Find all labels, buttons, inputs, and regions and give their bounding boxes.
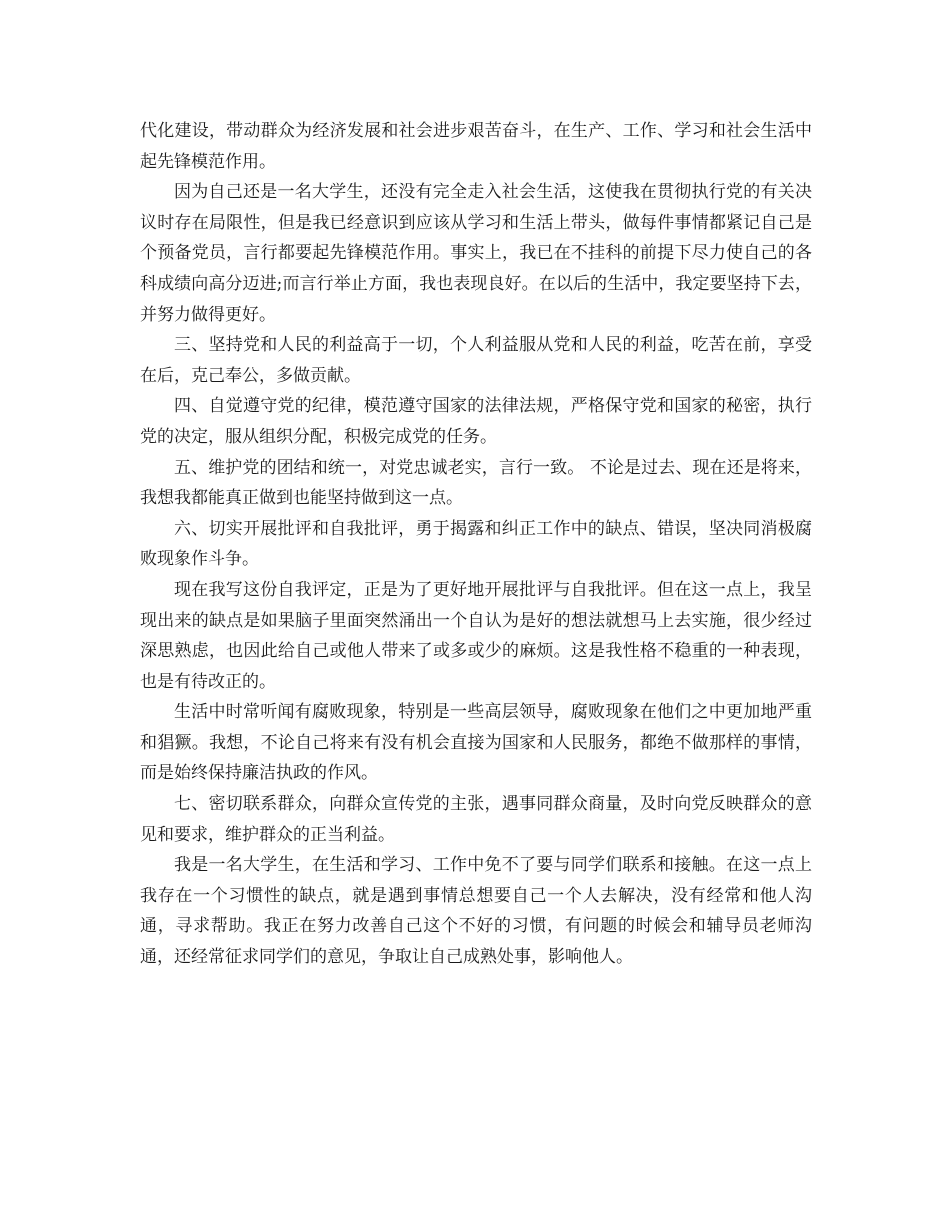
document-body bbox=[140, 116, 812, 973]
paragraph: 因为自己还是一名大学生，还没有完全走入社会生活，这使我在贯彻执行党的有关决议时存在局限性，但是我已经意识到应该从学习和生活上带头，做每件事情都紧记自己是个预备党员，言行都要起先锋模范作用。事实上，我已在不挂科的前提下尽力使自己的各科成绩向高分迈进;而言行举止方面，我也表现良好。在以后的生活中，我定要坚持下去，并努力做得更好。 bbox=[140, 182, 812, 325]
paragraph: 三、坚持党和人民的利益高于一切，个人利益服从党和人民的利益，吃苦在前，享受在后，克己奉公，多做贡献。 bbox=[140, 335, 812, 386]
paragraph: 四、自觉遵守党的纪律，模范遵守国家的法律法规，严格保守党和国家的秘密，执行党的决定，服从组织分配，积极完成党的任务。 bbox=[140, 396, 812, 447]
paragraph-continuation: 代化建设，带动群众为经济发展和社会进步艰苦奋斗，在生产、工作、学习和社会生活中起先锋模范作用。 bbox=[140, 121, 812, 172]
paragraph: 六、切实开展批评和自我批评，勇于揭露和纠正工作中的缺点、错误，坚决同消极腐败现象作斗争。 bbox=[140, 518, 812, 570]
paragraph: 七、密切联系群众，向群众宣传党的主张，遇事同群众商量，及时向党反映群众的意见和要求，维护群众的正当利益。 bbox=[140, 794, 812, 845]
paragraph: 我是一名大学生，在生活和学习、工作中免不了要与同学们联系和接触。在这一点上我存在一个习惯性的缺点，就是遇到事情总想要自己一个人去解决，没有经常和他人沟通，寻求帮助。我正在努力改善自己这个不好的习惯，有问题的时候会和辅导员老师沟通，还经常征求同学们的意见，争取让自己成熟处事，影响他人。 bbox=[140, 855, 812, 968]
paragraph: 五、维护党的团结和统一，对党忠诚老实，言行一致。 不论是过去、现在还是将来，我想我都能真正做到也能坚持做到这一点。 bbox=[140, 457, 812, 509]
paragraph: 现在我写这份自我评定，正是为了更好地开展批评与自我批评。但在这一点上，我呈现出来的缺点是如果脑子里面突然涌出一个自认为是好的想法就想马上去实施，很少经过深思熟虑，也因此给自己或他人带来了或多或少的麻烦。这是我性格不稳重的一种表现，也是有待改正的。 bbox=[140, 579, 812, 692]
paragraph: 生活中时常听闻有腐败现象，特别是一些高层领导，腐败现象在他们之中更加地严重和猖獗。我想，不论自己将来有没有机会直接为国家和人民服务，都绝不做那样的事情，而是始终保持廉洁执政的作风。 bbox=[140, 702, 812, 784]
